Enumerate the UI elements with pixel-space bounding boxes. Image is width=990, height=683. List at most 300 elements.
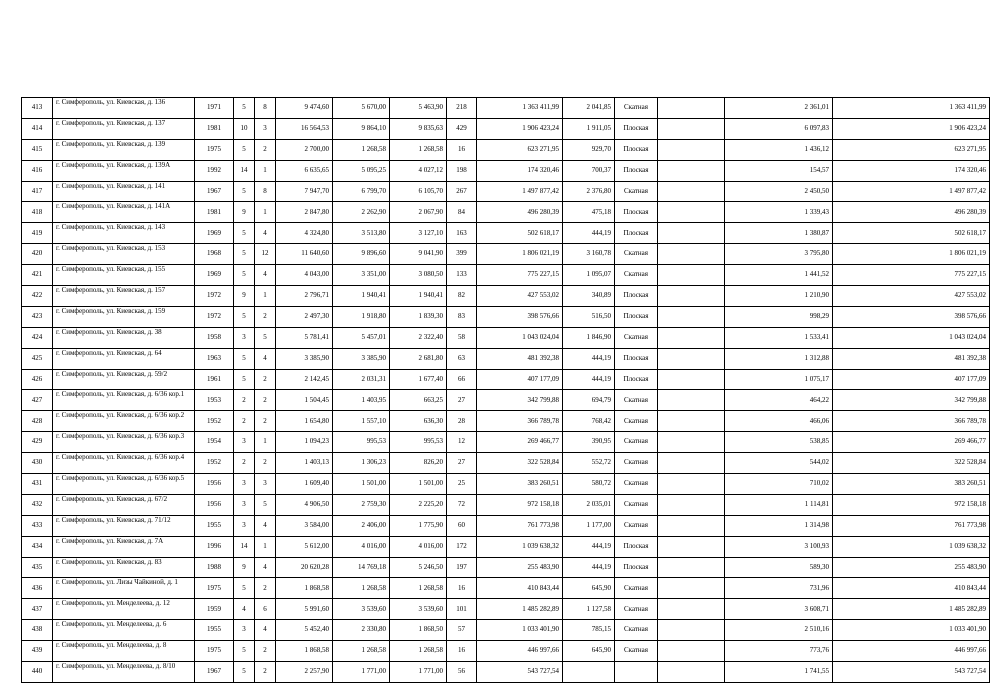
roof-type-cell: Скатная: [615, 244, 658, 265]
blank-cell-cell: [658, 578, 725, 599]
total-area-cell: 2 142,45: [276, 369, 333, 390]
build-year-cell: 1955: [195, 515, 234, 536]
roof-type-cell: [615, 662, 658, 683]
living-area-cell: 9 896,60: [333, 244, 390, 265]
build-year-cell: 1969: [195, 265, 234, 286]
row-number-cell: 433: [22, 515, 53, 536]
cost-cell: 972 158,18: [477, 494, 563, 515]
blank-cell-cell: [658, 641, 725, 662]
cost-cell: 481 392,38: [477, 348, 563, 369]
apartments-area-cell: 1 868,50: [390, 620, 447, 641]
total-area-cell: 1 504,45: [276, 390, 333, 411]
residents-cell: 16: [447, 641, 477, 662]
total-area-cell: 5 452,40: [276, 620, 333, 641]
total-area-cell: 1 403,13: [276, 453, 333, 474]
build-year-cell: 1972: [195, 306, 234, 327]
roof-type-cell: Скатная: [615, 327, 658, 348]
entrances-cell: 2: [255, 578, 276, 599]
total-area-cell: 20 620,28: [276, 557, 333, 578]
blank-cell-cell: [658, 474, 725, 495]
amount-cell: 1 339,43: [725, 202, 833, 223]
table-row: [22, 118, 990, 139]
living-area-cell: 9 864,10: [333, 118, 390, 139]
entrances-cell: 4: [255, 348, 276, 369]
build-year-cell: 1975: [195, 641, 234, 662]
roof-area-cell: 516,50: [563, 306, 615, 327]
floors-cell: 5: [234, 348, 255, 369]
address-cell: г. Симферополь, ул. Киевская, д. 139: [53, 139, 195, 160]
roof-type-cell: Скатная: [615, 474, 658, 495]
residents-cell: 58: [447, 327, 477, 348]
roof-area-cell: [563, 662, 615, 683]
total-cost-cell: 410 843,44: [833, 578, 990, 599]
cost-cell: 427 553,02: [477, 286, 563, 307]
apartments-area-cell: 9 041,90: [390, 244, 447, 265]
floors-cell: 3: [234, 494, 255, 515]
table-row: [22, 265, 990, 286]
row-number-cell: 415: [22, 139, 53, 160]
row-number-cell: 434: [22, 536, 53, 557]
apartments-area-cell: 1 268,58: [390, 139, 447, 160]
residents-cell: 82: [447, 286, 477, 307]
cost-cell: 1 039 638,32: [477, 536, 563, 557]
cost-cell: 775 227,15: [477, 265, 563, 286]
floors-cell: 5: [234, 223, 255, 244]
floors-cell: 5: [234, 662, 255, 683]
total-cost-cell: 1 039 638,32: [833, 536, 990, 557]
table-row: [22, 641, 990, 662]
roof-area-cell: 1 911,05: [563, 118, 615, 139]
roof-area-cell: 645,90: [563, 641, 615, 662]
row-number-cell: 432: [22, 494, 53, 515]
roof-type-cell: Скатная: [615, 494, 658, 515]
total-cost-cell: 342 799,88: [833, 390, 990, 411]
table-row: [22, 202, 990, 223]
amount-cell: 544,02: [725, 453, 833, 474]
living-area-cell: 5 670,00: [333, 98, 390, 119]
living-area-cell: 1 918,80: [333, 306, 390, 327]
roof-type-cell: Плоская: [615, 160, 658, 181]
total-area-cell: 4 906,50: [276, 494, 333, 515]
cost-cell: 398 576,66: [477, 306, 563, 327]
amount-cell: 6 097,83: [725, 118, 833, 139]
apartments-area-cell: 2 225,20: [390, 494, 447, 515]
amount-cell: 731,96: [725, 578, 833, 599]
roof-area-cell: 1 095,07: [563, 265, 615, 286]
table-row: [22, 474, 990, 495]
total-area-cell: 1 868,58: [276, 578, 333, 599]
cost-cell: 322 528,84: [477, 453, 563, 474]
apartments-area-cell: 2 681,80: [390, 348, 447, 369]
living-area-cell: 3 385,90: [333, 348, 390, 369]
row-number-cell: 421: [22, 265, 53, 286]
total-area-cell: 1 094,23: [276, 432, 333, 453]
roof-area-cell: 444,19: [563, 536, 615, 557]
floors-cell: 2: [234, 411, 255, 432]
apartments-area-cell: 1 775,90: [390, 515, 447, 536]
blank-cell-cell: [658, 265, 725, 286]
roof-area-cell: 694,79: [563, 390, 615, 411]
blank-cell-cell: [658, 411, 725, 432]
table-row: [22, 578, 990, 599]
apartments-area-cell: 636,30: [390, 411, 447, 432]
total-area-cell: 9 474,60: [276, 98, 333, 119]
roof-area-cell: 580,72: [563, 474, 615, 495]
roof-area-cell: 444,19: [563, 223, 615, 244]
total-cost-cell: 398 576,66: [833, 306, 990, 327]
build-year-cell: 1953: [195, 390, 234, 411]
address-cell: г. Симферополь, ул. Киевская, д. 137: [53, 118, 195, 139]
apartments-area-cell: 1 771,00: [390, 662, 447, 683]
floors-cell: 3: [234, 474, 255, 495]
amount-cell: 1 210,90: [725, 286, 833, 307]
cost-cell: 761 773,98: [477, 515, 563, 536]
roof-type-cell: Плоская: [615, 348, 658, 369]
build-year-cell: 1956: [195, 494, 234, 515]
address-cell: г. Симферополь, ул. Киевская, д. 83: [53, 557, 195, 578]
residents-cell: 60: [447, 515, 477, 536]
row-number-cell: 438: [22, 620, 53, 641]
table-row: [22, 432, 990, 453]
living-area-cell: 5 457,01: [333, 327, 390, 348]
apartments-area-cell: 1 677,40: [390, 369, 447, 390]
address-cell: г. Симферополь, ул. Киевская, д. 6/36 кор.4: [53, 453, 195, 474]
residents-cell: 172: [447, 536, 477, 557]
blank-cell-cell: [658, 390, 725, 411]
total-area-cell: 2 700,00: [276, 139, 333, 160]
roof-area-cell: 390,95: [563, 432, 615, 453]
build-year-cell: 1981: [195, 118, 234, 139]
cost-cell: 342 799,88: [477, 390, 563, 411]
floors-cell: 14: [234, 160, 255, 181]
apartments-area-cell: 5 463,90: [390, 98, 447, 119]
build-year-cell: 1988: [195, 557, 234, 578]
total-area-cell: 16 564,53: [276, 118, 333, 139]
residents-cell: 83: [447, 306, 477, 327]
build-year-cell: 1972: [195, 286, 234, 307]
roof-area-cell: 645,90: [563, 578, 615, 599]
residents-cell: 27: [447, 453, 477, 474]
address-cell: г. Симферополь, ул. Киевская, д. 139А: [53, 160, 195, 181]
entrances-cell: 1: [255, 536, 276, 557]
table-row: [22, 160, 990, 181]
apartments-area-cell: 1 501,00: [390, 474, 447, 495]
cost-cell: 410 843,44: [477, 578, 563, 599]
amount-cell: 1 436,12: [725, 139, 833, 160]
row-number-cell: 420: [22, 244, 53, 265]
residents-cell: 27: [447, 390, 477, 411]
address-cell: г. Симферополь, ул. Лизы Чайкиной, д. 1: [53, 578, 195, 599]
address-cell: г. Симферополь, ул. Менделеева, д. 6: [53, 620, 195, 641]
table-row: [22, 98, 990, 119]
cost-cell: 1 806 021,19: [477, 244, 563, 265]
address-cell: г. Симферополь, ул. Киевская, д. 6/36 кор.5: [53, 474, 195, 495]
address-cell: г. Симферополь, ул. Киевская, д. 159: [53, 306, 195, 327]
build-year-cell: 1969: [195, 223, 234, 244]
table-row: [22, 223, 990, 244]
residents-cell: 57: [447, 620, 477, 641]
amount-cell: 466,06: [725, 411, 833, 432]
entrances-cell: 4: [255, 265, 276, 286]
residents-cell: 429: [447, 118, 477, 139]
apartments-area-cell: 4 027,12: [390, 160, 447, 181]
entrances-cell: 4: [255, 515, 276, 536]
entrances-cell: 2: [255, 411, 276, 432]
living-area-cell: 1 557,10: [333, 411, 390, 432]
apartments-area-cell: 1 839,30: [390, 306, 447, 327]
roof-type-cell: Скатная: [615, 453, 658, 474]
blank-cell-cell: [658, 327, 725, 348]
apartments-area-cell: 2 067,90: [390, 202, 447, 223]
address-cell: г. Симферополь, ул. Киевская, д. 6/36 кор.3: [53, 432, 195, 453]
address-cell: г. Симферополь, ул. Киевская, д. 38: [53, 327, 195, 348]
blank-cell-cell: [658, 536, 725, 557]
address-cell: г. Симферополь, ул. Менделеева, д. 8/10: [53, 662, 195, 683]
cost-cell: 1 485 282,89: [477, 599, 563, 620]
roof-area-cell: 340,89: [563, 286, 615, 307]
table-row: [22, 286, 990, 307]
total-area-cell: 2 796,71: [276, 286, 333, 307]
residents-cell: 101: [447, 599, 477, 620]
build-year-cell: 1975: [195, 139, 234, 160]
roof-area-cell: 475,18: [563, 202, 615, 223]
floors-cell: 4: [234, 599, 255, 620]
total-cost-cell: 1 485 282,89: [833, 599, 990, 620]
entrances-cell: 5: [255, 494, 276, 515]
total-cost-cell: 269 466,77: [833, 432, 990, 453]
blank-cell-cell: [658, 348, 725, 369]
floors-cell: 5: [234, 369, 255, 390]
total-area-cell: 5 612,00: [276, 536, 333, 557]
blank-cell-cell: [658, 620, 725, 641]
total-cost-cell: 174 320,46: [833, 160, 990, 181]
row-number-cell: 429: [22, 432, 53, 453]
living-area-cell: 5 095,25: [333, 160, 390, 181]
total-cost-cell: 427 553,02: [833, 286, 990, 307]
entrances-cell: 4: [255, 620, 276, 641]
entrances-cell: 1: [255, 202, 276, 223]
cost-cell: 543 727,54: [477, 662, 563, 683]
total-area-cell: 7 947,70: [276, 181, 333, 202]
residents-cell: 267: [447, 181, 477, 202]
amount-cell: 2 450,50: [725, 181, 833, 202]
cost-cell: 1 906 423,24: [477, 118, 563, 139]
living-area-cell: 1 501,00: [333, 474, 390, 495]
apartments-area-cell: 995,53: [390, 432, 447, 453]
total-area-cell: 2 847,80: [276, 202, 333, 223]
floors-cell: 3: [234, 515, 255, 536]
roof-type-cell: Скатная: [615, 641, 658, 662]
amount-cell: 538,85: [725, 432, 833, 453]
amount-cell: 998,29: [725, 306, 833, 327]
amount-cell: 773,76: [725, 641, 833, 662]
roof-area-cell: 1 846,90: [563, 327, 615, 348]
roof-area-cell: 444,19: [563, 369, 615, 390]
living-area-cell: 1 940,41: [333, 286, 390, 307]
floors-cell: 9: [234, 557, 255, 578]
residents-cell: 399: [447, 244, 477, 265]
table-row: [22, 453, 990, 474]
blank-cell-cell: [658, 599, 725, 620]
total-cost-cell: 481 392,38: [833, 348, 990, 369]
row-number-cell: 418: [22, 202, 53, 223]
address-cell: г. Симферополь, ул. Киевская, д. 6/36 кор.2: [53, 411, 195, 432]
floors-cell: 3: [234, 432, 255, 453]
amount-cell: 1 114,81: [725, 494, 833, 515]
blank-cell-cell: [658, 306, 725, 327]
table-row: [22, 369, 990, 390]
floors-cell: 5: [234, 578, 255, 599]
apartments-area-cell: 826,20: [390, 453, 447, 474]
row-number-cell: 428: [22, 411, 53, 432]
entrances-cell: 2: [255, 641, 276, 662]
build-year-cell: 1955: [195, 620, 234, 641]
row-number-cell: 426: [22, 369, 53, 390]
housing-table: [21, 97, 990, 683]
address-cell: г. Симферополь, ул. Киевская, д. 64: [53, 348, 195, 369]
entrances-cell: 4: [255, 557, 276, 578]
roof-area-cell: 768,42: [563, 411, 615, 432]
amount-cell: 1 741,55: [725, 662, 833, 683]
table-row: [22, 244, 990, 265]
roof-area-cell: 785,15: [563, 620, 615, 641]
apartments-area-cell: 1 268,58: [390, 578, 447, 599]
roof-type-cell: Плоская: [615, 118, 658, 139]
floors-cell: 5: [234, 98, 255, 119]
cost-cell: 174 320,46: [477, 160, 563, 181]
build-year-cell: 1968: [195, 244, 234, 265]
roof-type-cell: Плоская: [615, 536, 658, 557]
entrances-cell: 8: [255, 98, 276, 119]
build-year-cell: 1956: [195, 474, 234, 495]
build-year-cell: 1967: [195, 181, 234, 202]
apartments-area-cell: 2 322,40: [390, 327, 447, 348]
entrances-cell: 1: [255, 286, 276, 307]
total-area-cell: 11 640,60: [276, 244, 333, 265]
row-number-cell: 419: [22, 223, 53, 244]
floors-cell: 9: [234, 202, 255, 223]
row-number-cell: 430: [22, 453, 53, 474]
total-area-cell: 2 497,30: [276, 306, 333, 327]
floors-cell: 5: [234, 244, 255, 265]
entrances-cell: 1: [255, 432, 276, 453]
row-number-cell: 424: [22, 327, 53, 348]
total-area-cell: 3 385,90: [276, 348, 333, 369]
residents-cell: 72: [447, 494, 477, 515]
entrances-cell: 1: [255, 160, 276, 181]
build-year-cell: 1967: [195, 662, 234, 683]
blank-cell-cell: [658, 557, 725, 578]
blank-cell-cell: [658, 244, 725, 265]
roof-type-cell: Плоская: [615, 369, 658, 390]
row-number-cell: 413: [22, 98, 53, 119]
floors-cell: 5: [234, 265, 255, 286]
floors-cell: 3: [234, 620, 255, 641]
roof-type-cell: Плоская: [615, 306, 658, 327]
total-cost-cell: 1 043 024,04: [833, 327, 990, 348]
residents-cell: 16: [447, 578, 477, 599]
cost-cell: 1 363 411,99: [477, 98, 563, 119]
row-number-cell: 435: [22, 557, 53, 578]
floors-cell: 10: [234, 118, 255, 139]
floors-cell: 2: [234, 390, 255, 411]
roof-area-cell: 1 127,58: [563, 599, 615, 620]
amount-cell: 1 312,88: [725, 348, 833, 369]
roof-area-cell: 1 177,00: [563, 515, 615, 536]
living-area-cell: 3 513,80: [333, 223, 390, 244]
build-year-cell: 1959: [195, 599, 234, 620]
amount-cell: 2 510,16: [725, 620, 833, 641]
apartments-area-cell: 9 835,63: [390, 118, 447, 139]
roof-area-cell: 444,19: [563, 557, 615, 578]
row-number-cell: 440: [22, 662, 53, 683]
roof-type-cell: Скатная: [615, 181, 658, 202]
roof-area-cell: 2 035,01: [563, 494, 615, 515]
roof-area-cell: 552,72: [563, 453, 615, 474]
table-row: [22, 139, 990, 160]
table-row: [22, 327, 990, 348]
blank-cell-cell: [658, 515, 725, 536]
entrances-cell: 2: [255, 306, 276, 327]
build-year-cell: 1981: [195, 202, 234, 223]
total-cost-cell: 1 906 423,24: [833, 118, 990, 139]
address-cell: г. Симферополь, ул. Менделеева, д. 8: [53, 641, 195, 662]
living-area-cell: 1 268,58: [333, 578, 390, 599]
amount-cell: 154,57: [725, 160, 833, 181]
cost-cell: 446 997,66: [477, 641, 563, 662]
floors-cell: 5: [234, 139, 255, 160]
table-row: [22, 536, 990, 557]
residents-cell: 56: [447, 662, 477, 683]
entrances-cell: 2: [255, 662, 276, 683]
address-cell: г. Симферополь, ул. Киевская, д. 6/36 кор.1: [53, 390, 195, 411]
table-body: [22, 98, 990, 683]
apartments-area-cell: 1 940,41: [390, 286, 447, 307]
total-area-cell: 4 043,00: [276, 265, 333, 286]
address-cell: г. Симферополь, ул. Киевская, д. 7А: [53, 536, 195, 557]
entrances-cell: 2: [255, 369, 276, 390]
apartments-area-cell: 3 127,10: [390, 223, 447, 244]
roof-type-cell: Скатная: [615, 265, 658, 286]
row-number-cell: 423: [22, 306, 53, 327]
build-year-cell: 1963: [195, 348, 234, 369]
living-area-cell: 3 351,00: [333, 265, 390, 286]
living-area-cell: 2 406,00: [333, 515, 390, 536]
total-area-cell: 2 257,90: [276, 662, 333, 683]
total-cost-cell: 366 789,78: [833, 411, 990, 432]
floors-cell: 2: [234, 453, 255, 474]
residents-cell: 218: [447, 98, 477, 119]
living-area-cell: 1 403,95: [333, 390, 390, 411]
build-year-cell: 1952: [195, 411, 234, 432]
living-area-cell: 4 016,00: [333, 536, 390, 557]
roof-type-cell: Скатная: [615, 432, 658, 453]
roof-area-cell: 444,19: [563, 348, 615, 369]
residents-cell: 84: [447, 202, 477, 223]
residents-cell: 16: [447, 139, 477, 160]
roof-type-cell: Скатная: [615, 515, 658, 536]
total-cost-cell: 1 497 877,42: [833, 181, 990, 202]
living-area-cell: 1 268,58: [333, 139, 390, 160]
table-row: [22, 494, 990, 515]
amount-cell: 589,30: [725, 557, 833, 578]
cost-cell: 496 280,39: [477, 202, 563, 223]
living-area-cell: 1 306,23: [333, 453, 390, 474]
cost-cell: 255 483,90: [477, 557, 563, 578]
address-cell: г. Симферополь, ул. Киевская, д. 71/12: [53, 515, 195, 536]
floors-cell: 9: [234, 286, 255, 307]
address-cell: г. Симферополь, ул. Киевская, д. 153: [53, 244, 195, 265]
